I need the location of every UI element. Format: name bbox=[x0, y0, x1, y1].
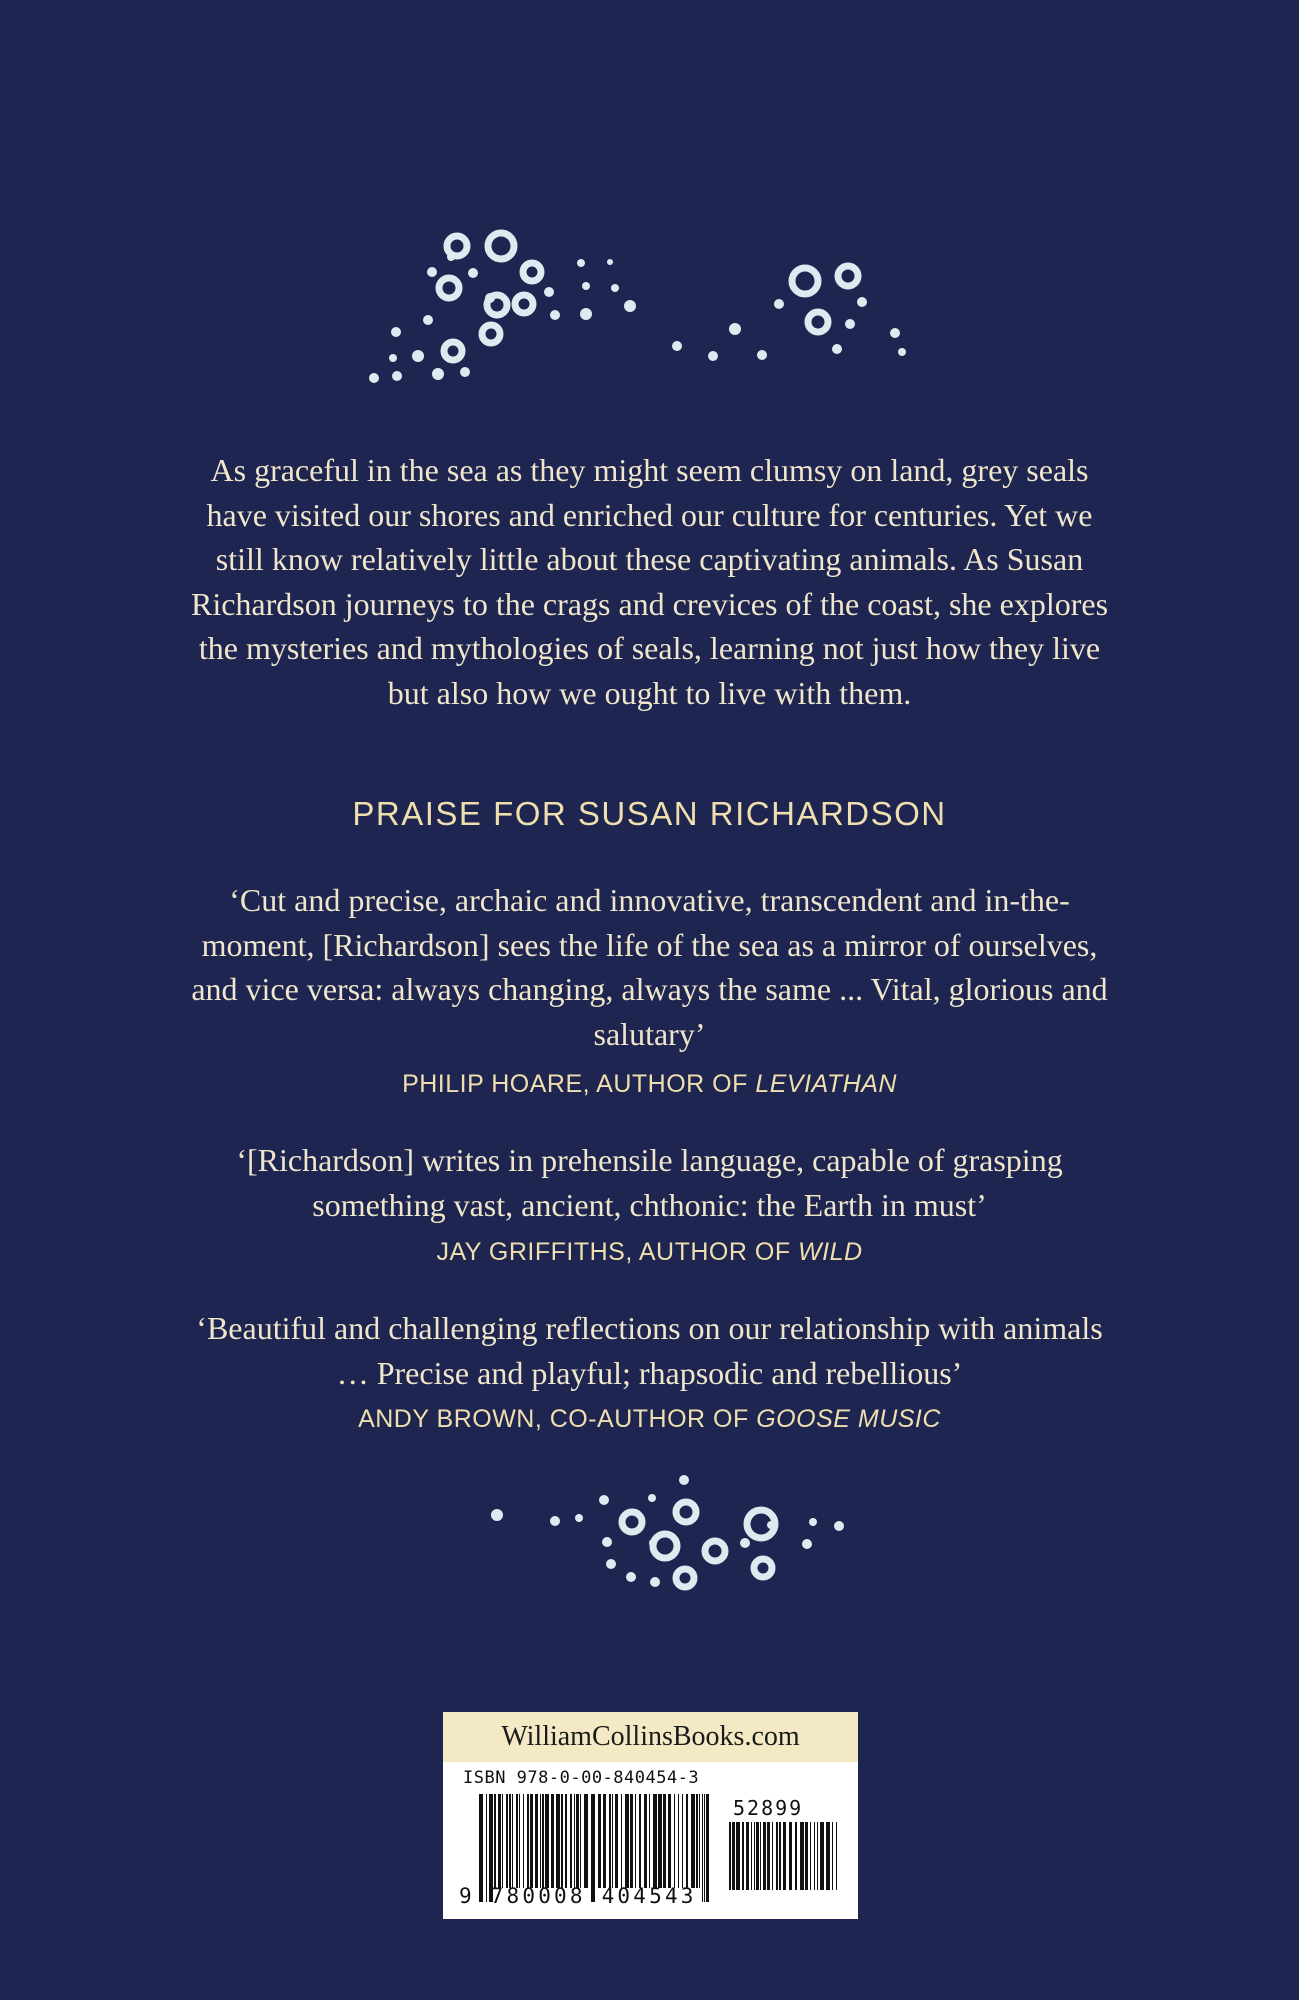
barcode-bar bbox=[612, 1794, 613, 1888]
barcode-bar bbox=[836, 1822, 837, 1890]
barcode-bar bbox=[561, 1794, 563, 1888]
attribution-book-title: GOOSE MUSIC bbox=[756, 1405, 941, 1433]
barcode-bar bbox=[658, 1794, 662, 1888]
barcode-bar bbox=[682, 1794, 683, 1888]
barcode-bar bbox=[576, 1794, 579, 1888]
price-code: 52899 bbox=[733, 1796, 804, 1820]
barcode-bar bbox=[494, 1794, 496, 1888]
attribution-author: ANDY BROWN, CO-AUTHOR OF bbox=[358, 1405, 757, 1433]
barcode-bar bbox=[512, 1794, 513, 1888]
barcode-bar bbox=[805, 1822, 808, 1890]
attribution-book-title: LEVIATHAN bbox=[755, 1070, 897, 1098]
barcode-bar bbox=[502, 1794, 503, 1888]
barcode-bar bbox=[772, 1822, 773, 1890]
barcode-bar bbox=[729, 1822, 731, 1890]
publisher-website: WilliamCollinsBooks.com bbox=[443, 1712, 858, 1762]
barcode-bar bbox=[674, 1794, 675, 1888]
barcode-bar bbox=[630, 1794, 633, 1888]
barcode-bar bbox=[706, 1794, 709, 1902]
barcode-bar bbox=[635, 1794, 636, 1888]
barcode-bar bbox=[810, 1822, 811, 1890]
barcode-bar bbox=[779, 1822, 781, 1890]
barcode-bar bbox=[704, 1794, 705, 1902]
attribution-author: PHILIP HOARE, AUTHOR OF bbox=[402, 1070, 756, 1098]
barcode-bar bbox=[696, 1794, 698, 1888]
barcode-bar bbox=[789, 1822, 792, 1890]
barcode-bar bbox=[795, 1822, 797, 1890]
barcode-bar bbox=[506, 1794, 508, 1888]
bubble-dots-top-icon bbox=[0, 210, 1299, 410]
barcode-bar bbox=[820, 1822, 824, 1890]
barcode-panel bbox=[443, 1712, 858, 1919]
barcode-bar bbox=[678, 1794, 679, 1888]
barcode-bar bbox=[756, 1822, 759, 1890]
isbn-label: ISBN 978-0-00-840454-3 bbox=[463, 1768, 700, 1788]
barcode-bar bbox=[542, 1794, 544, 1888]
barcode-bar bbox=[498, 1794, 501, 1888]
attribution-author: JAY GRIFFITHS, AUTHOR OF bbox=[436, 1238, 799, 1266]
barcode-bar bbox=[699, 1794, 700, 1888]
barcode-bar bbox=[760, 1822, 761, 1890]
barcode-bar bbox=[751, 1822, 752, 1890]
barcode-bar bbox=[832, 1822, 833, 1890]
review-attribution bbox=[0, 1238, 1299, 1267]
barcode-bar bbox=[668, 1794, 671, 1888]
barcode-bar bbox=[519, 1794, 520, 1888]
barcode-bar bbox=[621, 1794, 622, 1888]
barcode-bar bbox=[644, 1794, 647, 1888]
barcode-bar bbox=[691, 1794, 695, 1888]
barcode-bar bbox=[653, 1794, 657, 1888]
barcode-bar bbox=[783, 1822, 786, 1890]
barcode-bar bbox=[639, 1794, 641, 1888]
barcode-bar bbox=[736, 1822, 740, 1890]
barcode-bar bbox=[556, 1794, 560, 1888]
attribution-book-title: WILD bbox=[798, 1238, 863, 1266]
blurb-text: As graceful in the sea as they might seem clumsy on land, grey seals have visited our shores and enriched our culture for centuries. Yet we still know relatively little about these captivating animals. As Susan Richardson journeys to the crags and crevices of the coast, she explores the mysteries and mythologies of seals, learning not just how they live but also how we ought to live with them. bbox=[190, 452, 1109, 711]
barcode-bar bbox=[545, 1794, 549, 1888]
barcode-bar bbox=[570, 1794, 572, 1888]
barcode-bar bbox=[516, 1794, 518, 1888]
barcode-bar bbox=[754, 1822, 755, 1890]
barcode-bar bbox=[663, 1794, 666, 1888]
barcode-bar bbox=[603, 1794, 606, 1888]
barcode-bar bbox=[527, 1794, 529, 1888]
barcode-bar bbox=[776, 1822, 778, 1890]
barcode-bar bbox=[826, 1822, 830, 1890]
review-quote: ‘Cut and precise, archaic and innovative, transcendent and in-the-moment, [Richardson] sees the life of the sea as a mirror of ourselves, and vice versa: always changing, always the same ... Vital, glorious and salutary’ bbox=[191, 882, 1108, 1052]
barcode-bar bbox=[565, 1794, 567, 1888]
bubble-dots-bottom-icon bbox=[0, 1460, 1299, 1620]
barcode-bar bbox=[535, 1794, 538, 1888]
barcode-bar bbox=[530, 1794, 533, 1888]
barcode-bar bbox=[540, 1794, 541, 1888]
barcode-bar bbox=[574, 1794, 575, 1888]
barcode-bar bbox=[584, 1794, 588, 1888]
barcode-bar bbox=[580, 1794, 581, 1888]
barcode-bar bbox=[598, 1794, 601, 1888]
barcode-bar bbox=[742, 1822, 744, 1890]
barcode-bar bbox=[767, 1822, 770, 1890]
barcode-bar bbox=[615, 1794, 618, 1888]
barcode-bar bbox=[686, 1794, 688, 1888]
barcode-bar bbox=[649, 1794, 650, 1888]
barcode-bar bbox=[817, 1822, 818, 1890]
barcode-bar bbox=[609, 1794, 611, 1888]
price-barcode-icon bbox=[729, 1822, 841, 1904]
barcode-bar bbox=[509, 1794, 511, 1888]
barcode-bar bbox=[625, 1794, 629, 1888]
ean-digits: 9 780008 404543 bbox=[459, 1884, 697, 1908]
barcode-bar bbox=[800, 1822, 804, 1890]
review-attribution bbox=[0, 1405, 1299, 1434]
review-attribution bbox=[0, 1070, 1299, 1099]
review-quote: ‘Beautiful and challenging reflections on our relationship with animals … Precise and playful; rhapsodic and rebellious’ bbox=[196, 1310, 1103, 1391]
barcode-bar bbox=[523, 1794, 524, 1888]
barcode-bar bbox=[746, 1822, 749, 1890]
barcode-bar bbox=[814, 1822, 815, 1890]
praise-heading: PRAISE FOR SUSAN RICHARDSON bbox=[352, 795, 947, 832]
barcode-bar bbox=[763, 1822, 766, 1890]
barcode-bar bbox=[551, 1794, 554, 1888]
barcode-bar bbox=[732, 1822, 735, 1890]
review-quote: ‘[Richardson] writes in prehensile language, capable of grasping something vast, ancient, chthonic: the Earth in must’ bbox=[236, 1142, 1063, 1223]
barcode-bar bbox=[702, 1794, 703, 1902]
